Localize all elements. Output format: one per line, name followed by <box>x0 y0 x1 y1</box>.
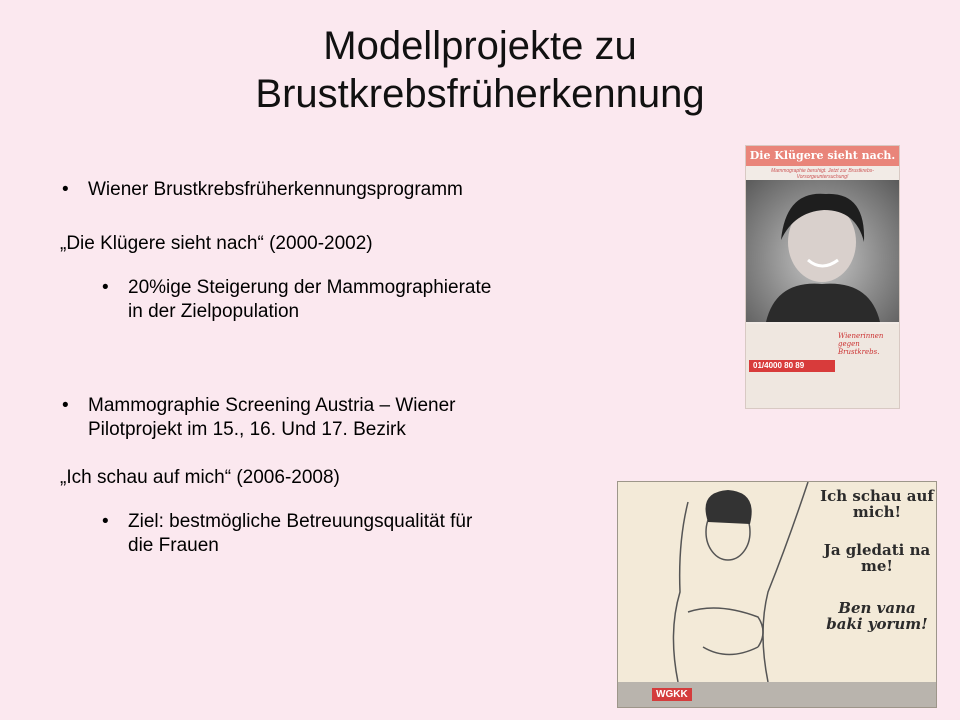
title-line-1: Modellprojekte zu <box>323 24 637 68</box>
sub-bullet-item <box>128 276 491 324</box>
poster2-headline-3: Ben vana baki yorum! <box>826 599 928 633</box>
sub-bullet-line: in der Zielpopulation <box>128 301 300 322</box>
title-line-2: Brustkrebsfrüherkennung <box>255 72 705 116</box>
subheading: „Die Klügere sieht nach“ (2000-2002) <box>60 233 373 254</box>
subheading: „Ich schau auf mich“ (2006-2008) <box>60 467 340 488</box>
poster1-slogan: Wienerinnen gegen Brustkrebs. <box>838 332 884 356</box>
wgkk-logo: WGKK <box>652 688 692 701</box>
poster1-phone: 01/4000 80 89 <box>749 360 835 372</box>
sub-bullet-line: • 20%ige Steigerung der Mammographierate <box>128 277 492 298</box>
slide-title <box>120 22 840 118</box>
sub-bullet-item <box>128 510 472 558</box>
bullet-line: Pilotprojekt im 15., 16. Und 17. Bezirk <box>88 419 406 440</box>
campaign-poster-1 <box>745 145 900 409</box>
woman-illustration-icon <box>618 482 818 682</box>
bullet-item <box>88 394 456 442</box>
poster2-text-panel <box>818 482 936 707</box>
poster1-headline: Die Klügere sieht nach. <box>746 146 899 166</box>
bullet-line: • Mammographie Screening Austria – Wiener <box>88 395 456 416</box>
portrait-photo-icon <box>746 180 899 322</box>
campaign-poster-2 <box>617 481 937 708</box>
bullet-item: • Wiener Brustkrebsfrüherkennungsprogramm <box>88 178 463 202</box>
poster2-headline-2: Ja gledati na me! <box>823 541 931 575</box>
poster2-headline-1: Ich schau auf mich! <box>820 487 934 521</box>
poster2-footer-bar <box>618 682 936 707</box>
poster1-tagline: Mammographie beruhigt. Jetzt zur Brustkrebs-Vorsorgeuntersuchung! <box>771 168 874 180</box>
sub-bullet-line: die Frauen <box>128 535 219 556</box>
sub-bullet-line: • Ziel: bestmögliche Betreuungsqualität für <box>128 511 473 532</box>
